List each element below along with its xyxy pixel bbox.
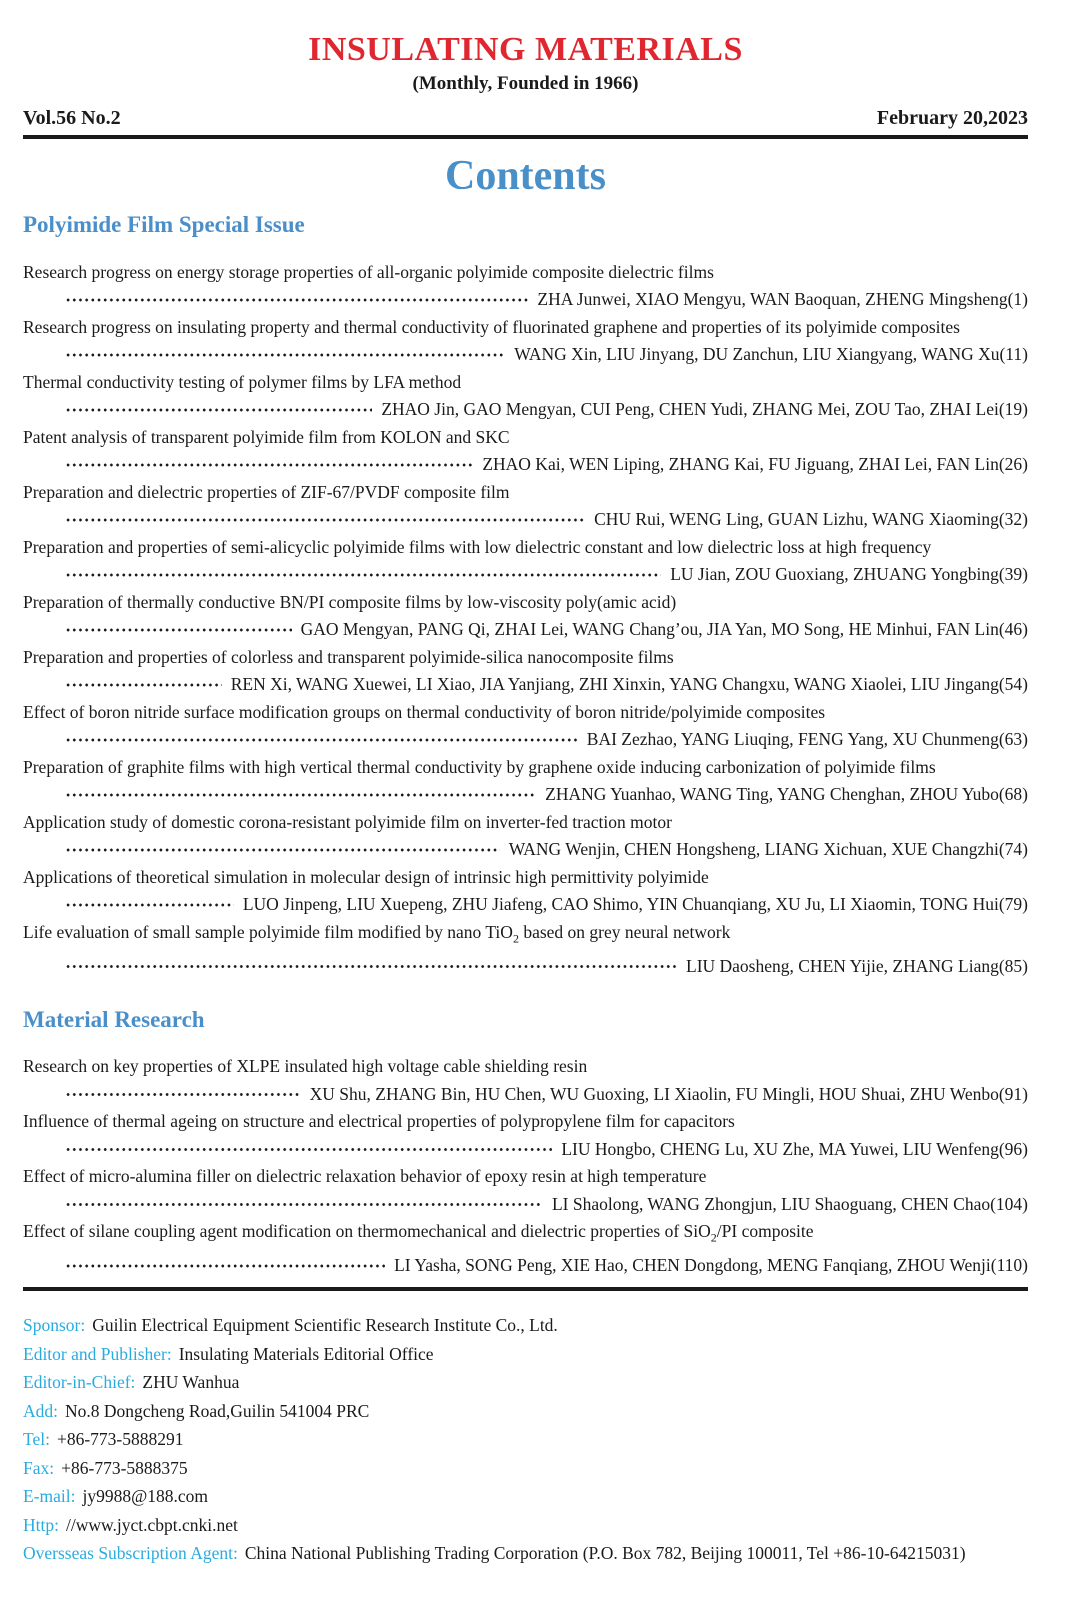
footer-row	[23, 1311, 1028, 1340]
toc-entry	[23, 1053, 1028, 1108]
volume-date-row	[23, 107, 1028, 130]
article-title: Applications of theoretical simulation in molecular design of intrinsic high permittivity polyimide	[23, 866, 709, 887]
authors-line	[23, 561, 1028, 589]
toc-entry	[23, 864, 1028, 919]
article-title: Preparation and properties of colorless and transparent polyimide-silica nanocomposite films	[23, 646, 674, 667]
dot-leader	[65, 671, 222, 699]
footer-label: Fax:	[23, 1457, 55, 1478]
authors-line	[23, 1136, 1028, 1164]
article-authors-page: LI Shaolong, WANG Zhongjun, LIU Shaoguang, CHEN Chao(104)	[551, 1193, 1028, 1214]
article-authors-page: ZHANG Yuanhao, WANG Ting, YANG Chenghan, ZHOU Yubo(68)	[545, 784, 1028, 805]
dot-leader	[65, 1136, 552, 1164]
article-authors-page: REN Xi, WANG Xuewei, LI Xiao, JIA Yanjiang, ZHI Xinxin, YANG Changxu, WANG Xiaolei, LIU Jingang(54)	[230, 674, 1028, 695]
footer-value: +86-773-5888375	[61, 1457, 188, 1478]
footer-row	[23, 1454, 1028, 1483]
footer-row	[23, 1511, 1028, 1540]
article-title: Application study of domestic corona-resistant polyimide film on inverter-fed traction motor	[23, 811, 672, 832]
footer-label: Sponsor:	[23, 1315, 86, 1336]
authors-line	[23, 1191, 1028, 1219]
footer-value: jy9988@188.com	[82, 1486, 208, 1507]
article-title: Effect of silane coupling agent modification on thermomechanical and dielectric properties of SiO$_2$/PI composite	[23, 1221, 814, 1245]
article-title: Preparation of graphite films with high vertical thermal conductivity by graphene oxide inducing carbonization of polyimide films	[23, 756, 936, 777]
authors-line	[23, 1081, 1028, 1109]
footer-row	[23, 1340, 1028, 1369]
footer-label: E-mail:	[23, 1486, 76, 1507]
authors-line	[23, 1252, 1028, 1280]
section-heading: Material Research	[23, 1006, 205, 1032]
authors-line	[23, 836, 1028, 864]
article-authors-page: XU Shu, ZHANG Bin, HU Chen, WU Guoxing, LI Xiaolin, FU Mingli, HOU Shuai, ZHU Wenbo(91)	[309, 1083, 1028, 1104]
article-title: Effect of boron nitride surface modification groups on thermal conductivity of boron nitride/polyimide composites	[23, 701, 826, 722]
authors-line	[23, 781, 1028, 809]
footer-label: Tel:	[23, 1429, 50, 1450]
article-title: Patent analysis of transparent polyimide film from KOLON and SKC	[23, 426, 510, 447]
article-title: Effect of micro-alumina filler on dielectric relaxation behavior of epoxy resin at high temperature	[23, 1166, 707, 1187]
dot-leader	[65, 836, 500, 864]
footer-rule	[23, 1287, 1028, 1291]
toc-entry	[23, 314, 1028, 369]
dot-leader	[65, 781, 536, 809]
toc-entry	[23, 754, 1028, 809]
article-title: Life evaluation of small sample polyimide film modified by nano TiO$_2$ based on grey neural network	[23, 921, 731, 946]
article-authors-page: WANG Xin, LIU Jinyang, DU Zanchun, LIU Xiangyang, WANG Xu(11)	[514, 344, 1028, 365]
journal-subtitle: (Monthly, Founded in 1966)	[412, 73, 639, 95]
article-authors-page: LIU Hongbo, CHENG Lu, XU Zhe, MA Yuwei, LIU Wenfeng(96)	[561, 1138, 1028, 1159]
dot-leader	[65, 1081, 301, 1109]
toc-entry	[23, 1108, 1028, 1163]
section-material-research	[23, 1006, 1028, 1274]
footer-value: Insulating Materials Editorial Office	[178, 1343, 434, 1364]
dot-leader	[65, 1191, 543, 1219]
footer-value: +86-773-5888291	[56, 1429, 184, 1450]
footer-value: No.8 Dongcheng Road,Guilin 541004 PRC	[65, 1400, 370, 1421]
toc-entry	[23, 259, 1028, 314]
issue-date: February 20,2023	[876, 107, 1028, 130]
article-title: Influence of thermal ageing on structure and electrical properties of polypropylene film for capacitors	[23, 1111, 735, 1132]
article-authors-page: LI Yasha, SONG Peng, XIE Hao, CHEN Dongdong, MENG Fanqiang, ZHOU Wenji(110)	[394, 1255, 1028, 1276]
footer-row	[23, 1482, 1028, 1511]
authors-line	[23, 341, 1028, 369]
dot-leader	[65, 341, 505, 369]
toc-entry	[23, 369, 1028, 424]
volume-number: Vol.56 No.2	[23, 107, 121, 130]
dot-leader	[65, 506, 585, 534]
toc-entry	[23, 644, 1028, 699]
article-title: Research on key properties of XLPE insulated high voltage cable shielding resin	[23, 1056, 588, 1077]
footer-value: Guilin Electrical Equipment Scientific Research Institute Co., Ltd.	[92, 1315, 558, 1336]
authors-line	[23, 616, 1028, 644]
article-authors-page: ZHA Junwei, XIAO Mengyu, WAN Baoquan, ZHENG Mingsheng(1)	[537, 289, 1028, 310]
article-authors-page: BAI Zezhao, YANG Liuqing, FENG Yang, XU Chunmeng(63)	[586, 729, 1028, 750]
footer-label: Editor-in-Chief:	[23, 1372, 136, 1393]
article-title: Research progress on insulating property and thermal conductivity of fluorinated graphene and properties of its polyimide composites	[23, 316, 960, 337]
article-title: Preparation and dielectric properties of ZIF-67/PVDF composite film	[23, 481, 510, 502]
footer-label: Oversseas Subscription Agent:	[23, 1543, 238, 1564]
authors-line	[23, 506, 1028, 534]
footer-label: Http:	[23, 1514, 59, 1535]
article-title: Preparation and properties of semi-alicyclic polyimide films with low dielectric constant and low dielectric loss at high frequency	[23, 536, 932, 557]
authors-line	[23, 953, 1028, 981]
authors-line	[23, 726, 1028, 754]
authors-line	[23, 286, 1028, 314]
section-polyimide-film-special-issue	[23, 211, 1028, 974]
dot-leader	[65, 616, 292, 644]
journal-title: INSULATING MATERIALS	[308, 31, 743, 68]
article-authors-page: ZHAO Kai, WEN Liping, ZHANG Kai, FU Jiguang, ZHAI Lei, FAN Lin(26)	[482, 454, 1028, 475]
article-title: Research progress on energy storage properties of all-organic polyimide composite dielectric films	[23, 261, 714, 282]
contents-title: Contents	[444, 153, 606, 200]
dot-leader	[65, 286, 528, 314]
article-authors-page: ZHAO Jin, GAO Mengyan, CUI Peng, CHEN Yudi, ZHANG Mei, ZOU Tao, ZHAI Lei(19)	[381, 399, 1028, 420]
toc-entry	[23, 589, 1028, 644]
footer-row	[23, 1397, 1028, 1426]
dot-leader	[65, 396, 372, 424]
dot-leader	[65, 561, 661, 589]
article-authors-page: WANG Wenjin, CHEN Hongsheng, LIANG Xichuan, XUE Changzhi(74)	[508, 839, 1028, 860]
toc-entry	[23, 424, 1028, 479]
toc-entry	[23, 699, 1028, 754]
toc-entry	[23, 534, 1028, 589]
footer-row	[23, 1425, 1028, 1454]
article-authors-page: GAO Mengyan, PANG Qi, ZHAI Lei, WANG Chang’ou, JIA Yan, MO Song, HE Minhui, FAN Lin(46)	[300, 619, 1028, 640]
entry-list	[23, 1053, 1028, 1276]
article-authors-page: LIU Daosheng, CHEN Yijie, ZHANG Liang(85)	[686, 955, 1028, 976]
imprint-footer	[23, 1311, 1028, 1568]
footer-value: ZHU Wanhua	[142, 1372, 240, 1393]
toc-entry	[23, 479, 1028, 534]
footer-label: Editor and Publisher:	[23, 1343, 172, 1364]
toc-entry	[23, 1218, 1028, 1276]
header-rule	[23, 135, 1028, 139]
footer-value: //www.jyct.cbpt.cnki.net	[65, 1514, 238, 1535]
article-title: Thermal conductivity testing of polymer films by LFA method	[23, 371, 462, 392]
authors-line	[23, 396, 1028, 424]
section-heading: Polyimide Film Special Issue	[23, 212, 305, 238]
dot-leader	[65, 726, 578, 754]
journal-header	[23, 30, 1028, 139]
entry-list	[23, 259, 1028, 974]
toc-entry	[23, 1163, 1028, 1218]
footer-label: Add:	[23, 1400, 58, 1421]
toc-entry	[23, 919, 1028, 974]
article-authors-page: LU Jian, ZOU Guoxiang, ZHUANG Yongbing(39)	[670, 564, 1028, 585]
authors-line	[23, 671, 1028, 699]
article-authors-page: CHU Rui, WENG Ling, GUAN Lizhu, WANG Xiaoming(32)	[594, 509, 1028, 530]
dot-leader	[65, 891, 234, 919]
dot-leader	[65, 1252, 385, 1280]
footer-value: China National Publishing Trading Corporation (P.O. Box 782, Beijing 100011, Tel +86-10-64215031)	[244, 1543, 966, 1564]
article-authors-page: LUO Jinpeng, LIU Xuepeng, ZHU Jiafeng, CAO Shimo, YIN Chuanqiang, XU Ju, LI Xiaomin, TONG Hui(79)	[242, 894, 1028, 915]
dot-leader	[65, 953, 677, 981]
footer-row	[23, 1368, 1028, 1397]
toc-entry	[23, 809, 1028, 864]
article-title: Preparation of thermally conductive BN/PI composite films by low-viscosity poly(amic acid)	[23, 591, 677, 612]
authors-line	[23, 451, 1028, 479]
dot-leader	[65, 451, 473, 479]
authors-line	[23, 891, 1028, 919]
footer-row	[23, 1539, 1028, 1568]
